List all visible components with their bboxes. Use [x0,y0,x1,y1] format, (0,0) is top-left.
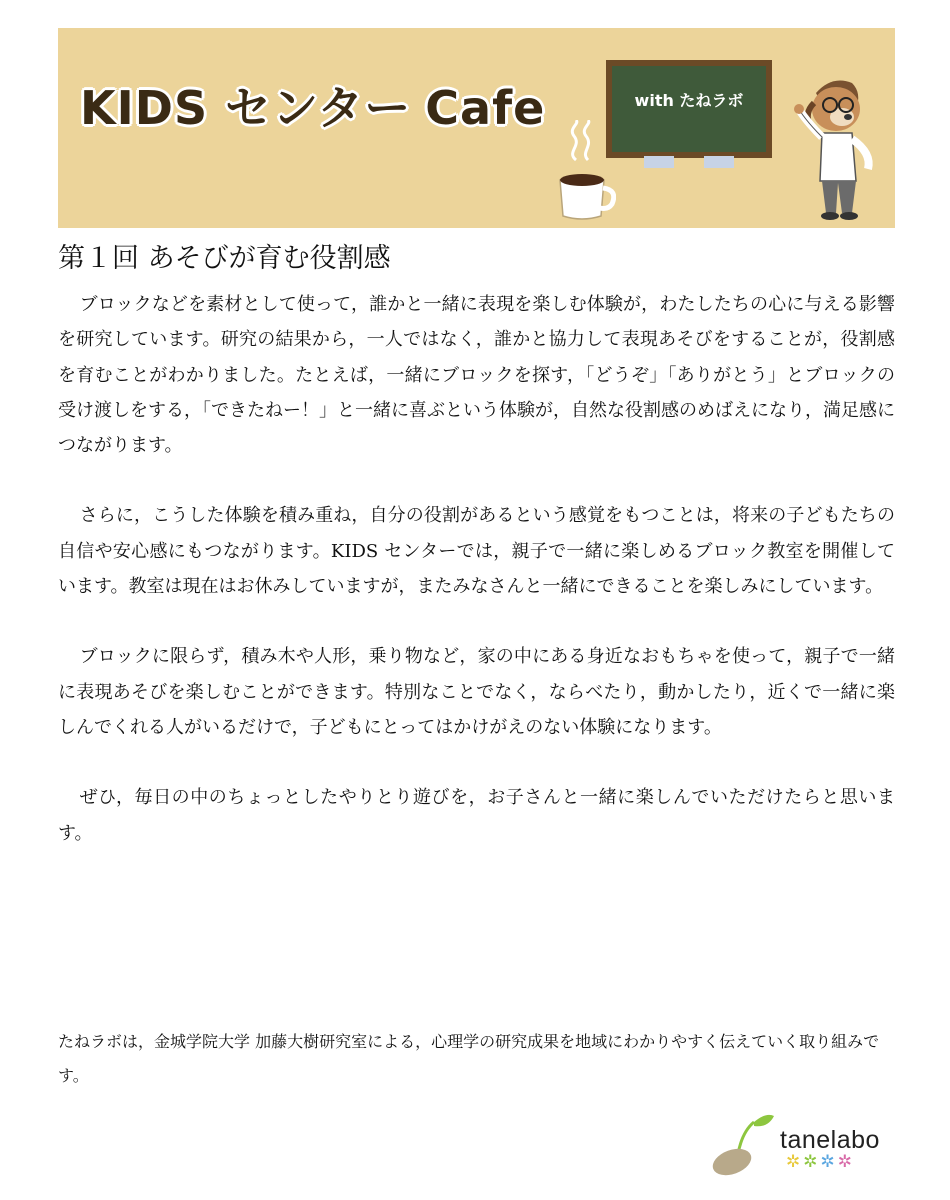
banner-title [80,72,545,138]
dog-teacher-illustration [786,73,896,223]
logo-wordmark: tanelabo [780,1126,880,1154]
flower-icon: ✲ [820,1152,838,1172]
footer-note: たねラボは，金城学院大学 加藤大樹研究室による，心理学の研究成果を地域にわかりやすく伝えていく取り組みです。 [58,1032,880,1085]
eraser-icon [704,156,734,168]
flower-icons [786,1152,855,1172]
banner-title-center: センター [225,81,412,135]
flower-icon: ✲ [837,1152,855,1172]
paragraph-2: さらに，こうした体験を積み重ね，自分の役割があるという感覚をもつことは，将来の子どもたちの自信や安心感にもつながります。KIDS センターでは，親子で一緒に楽しめるブロック教室を開催しています。教室は現在はお休みしていますが，またみなさんと一緒にできることを楽しみにしています。 [58,505,895,598]
page-title: 第１回 あそびが育む役割感 [58,243,391,274]
banner-title-cafe: Cafe [425,81,546,135]
tanelabo-logo [708,1110,898,1180]
flower-icon: ✲ [786,1152,804,1172]
chalkboard [606,60,772,158]
paragraph-3: ブロックに限らず，積み木や人形，乗り物など，家の中にある身近なおもちゃを使って，親子で一緒に表現あそびを楽しむことができます。特別なことでなく，ならべたり，動かしたり，近くで一緒に楽しんでくれる人がいるだけで，子どもにとってはかけがえのない体験になります。 [58,646,895,738]
sprout-seed-icon [708,1110,788,1180]
banner-title-kids: KIDS [80,81,209,135]
paragraph-1: ブロックなどを素材として使って，誰かと一緒に表現を楽しむ体験が，わたしたちの心に与える影響を研究しています。研究の結果から，一人ではなく，誰かと協力して表現あそびをすることが，役割感を育むことがわかりました。たとえば，一緒にブロックを探す，「どうぞ」「ありがとう」とブロックの受け渡しをする，「できたねー！」と一緒に喜ぶという体験が，自然な役割感のめばえになり，満足感につながります。 [58,294,895,457]
board-text: with たねラボ [634,91,744,110]
flower-icon: ✲ [803,1152,821,1172]
eraser-icon [644,156,674,168]
paragraph-4: ぜひ，毎日の中のちょっとしたやりとり遊びを，お子さんと一緒に楽しんでいただけたらと思います。 [58,787,895,844]
header-banner [58,28,895,228]
article-body [58,287,895,886]
